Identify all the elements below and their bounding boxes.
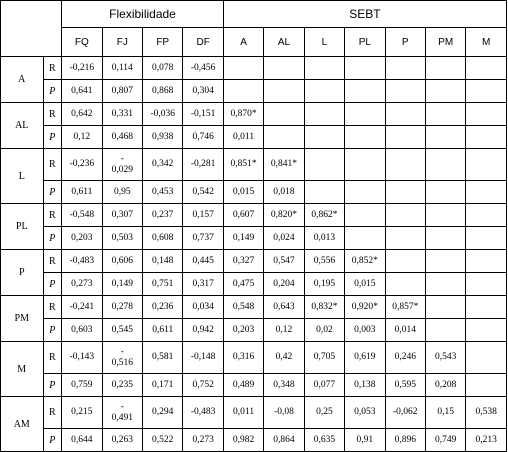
table-cell: 0,003: [345, 319, 385, 342]
table-cell: 0,547: [264, 250, 304, 273]
table-cell: [425, 57, 465, 80]
table-cell: 0,581: [143, 342, 183, 374]
stat-label-p: P: [43, 319, 62, 342]
table-cell: [425, 181, 465, 204]
table-cell: -0,151: [183, 103, 223, 126]
table-cell: [304, 57, 344, 80]
table-cell: [466, 227, 507, 250]
table-cell: 0,896: [385, 429, 425, 452]
table-cell: [304, 126, 344, 149]
table-cell: 0,644: [62, 429, 102, 452]
table-cell: 0,607: [223, 204, 263, 227]
table-cell: 0,749: [425, 429, 465, 452]
table-cell: 0,078: [143, 57, 183, 80]
table-cell: 0,841*: [264, 149, 304, 181]
table-row: [1, 80, 507, 103]
table-cell: 0,445: [183, 250, 223, 273]
table-cell: [425, 273, 465, 296]
table-cell: 0,851*: [223, 149, 263, 181]
table-cell: 0,538: [466, 397, 507, 429]
table-cell: [466, 149, 507, 181]
row-header-pl: PL: [1, 204, 44, 250]
table-row: [1, 273, 507, 296]
table-cell: 0,737: [183, 227, 223, 250]
stat-label-p: P: [43, 374, 62, 397]
table-row: [1, 397, 507, 429]
table-cell: 0,862*: [304, 204, 344, 227]
table-row: [1, 181, 507, 204]
table-cell: - 0,491: [102, 397, 142, 429]
table-cell: -0,08: [264, 397, 304, 429]
table-cell: 0,42: [264, 342, 304, 374]
table-cell: [466, 374, 507, 397]
table-cell: 0,852*: [345, 250, 385, 273]
table-cell: 0,203: [223, 319, 263, 342]
table-cell: [466, 273, 507, 296]
table-cell: [385, 181, 425, 204]
table-cell: [466, 80, 507, 103]
table-cell: [385, 204, 425, 227]
table-cell: 0,820*: [264, 204, 304, 227]
row-header-a: A: [1, 57, 44, 103]
table-cell: 0,203: [62, 227, 102, 250]
table-cell: [466, 319, 507, 342]
table-cell: 0,938: [143, 126, 183, 149]
table-cell: -0,036: [143, 103, 183, 126]
stat-label-p: P: [43, 429, 62, 452]
table-cell: [385, 227, 425, 250]
table-cell: 0,857*: [385, 296, 425, 319]
table-row: [1, 103, 507, 126]
table-cell: 0,236: [143, 296, 183, 319]
table-cell: [345, 149, 385, 181]
table-cell: 0,307: [102, 204, 142, 227]
table-cell: [345, 80, 385, 103]
group-header-sebt: SEBT: [223, 1, 506, 28]
table-cell: 0,595: [385, 374, 425, 397]
table-cell: 0,077: [304, 374, 344, 397]
table-cell: -0,062: [385, 397, 425, 429]
stat-label-p: P: [43, 80, 62, 103]
table-row: [1, 149, 507, 181]
table-cell: 0,641: [62, 80, 102, 103]
table-cell: 0,015: [345, 273, 385, 296]
table-cell: 0,348: [264, 374, 304, 397]
table-cell: 0,603: [62, 319, 102, 342]
table-cell: 0,014: [385, 319, 425, 342]
group-header-flexibilidade: Flexibilidade: [62, 1, 224, 28]
table-cell: [304, 149, 344, 181]
column-header-fp: FP: [143, 28, 183, 57]
corner-cell: [1, 1, 62, 57]
column-header-fq: FQ: [62, 28, 102, 57]
table-cell: -0,216: [62, 57, 102, 80]
table-cell: 0,02: [304, 319, 344, 342]
table-cell: 0,304: [183, 80, 223, 103]
table-row: [1, 250, 507, 273]
table-cell: [466, 204, 507, 227]
table-cell: [466, 181, 507, 204]
row-header-l: L: [1, 149, 44, 204]
column-header-p: P: [385, 28, 425, 57]
table-cell: [385, 80, 425, 103]
table-cell: [385, 126, 425, 149]
table-cell: [345, 126, 385, 149]
table-cell: 0,12: [264, 319, 304, 342]
row-header-am: AM: [1, 397, 44, 452]
table-cell: 0,011: [223, 397, 263, 429]
table-cell: 0,013: [304, 227, 344, 250]
stat-label-r: R: [43, 57, 62, 80]
column-header-m: M: [466, 28, 507, 57]
table-cell: 0,331: [102, 103, 142, 126]
table-cell: -0,241: [62, 296, 102, 319]
table-cell: 0,237: [143, 204, 183, 227]
table-cell: [264, 126, 304, 149]
table-cell: 0,545: [102, 319, 142, 342]
stat-label-p: P: [43, 273, 62, 296]
table-row: [1, 319, 507, 342]
table-cell: 0,759: [62, 374, 102, 397]
column-header-fj: FJ: [102, 28, 142, 57]
table-cell: [223, 80, 263, 103]
column-header-row: [1, 28, 507, 57]
stat-label-p: P: [43, 126, 62, 149]
table-cell: 0,453: [143, 181, 183, 204]
column-header-al: AL: [264, 28, 304, 57]
table-cell: -0,236: [62, 149, 102, 181]
table-cell: 0,611: [143, 319, 183, 342]
table-cell: 0,053: [345, 397, 385, 429]
table-cell: 0,91: [345, 429, 385, 452]
table-cell: 0,751: [143, 273, 183, 296]
table-cell: -0,456: [183, 57, 223, 80]
table-cell: [466, 57, 507, 80]
table-cell: - 0,029: [102, 149, 142, 181]
table-cell: 0,018: [264, 181, 304, 204]
table-cell: 0,920*: [345, 296, 385, 319]
table-cell: 0,148: [143, 250, 183, 273]
row-header-al: AL: [1, 103, 44, 149]
table-cell: 0,635: [304, 429, 344, 452]
group-header-row: [1, 1, 507, 28]
stat-label-r: R: [43, 296, 62, 319]
table-cell: -0,483: [62, 250, 102, 273]
table-cell: 0,606: [102, 250, 142, 273]
table-cell: -0,281: [183, 149, 223, 181]
table-cell: 0,327: [223, 250, 263, 273]
table-cell: 0,942: [183, 319, 223, 342]
table-cell: 0,95: [102, 181, 142, 204]
table-cell: -0,548: [62, 204, 102, 227]
table-cell: 0,25: [304, 397, 344, 429]
table-cell: 0,503: [102, 227, 142, 250]
table-cell: 0,12: [62, 126, 102, 149]
table-cell: 0,705: [304, 342, 344, 374]
table-cell: 0,542: [183, 181, 223, 204]
table-cell: 0,643: [264, 296, 304, 319]
table-cell: 0,489: [223, 374, 263, 397]
table-cell: [345, 227, 385, 250]
table-cell: [385, 250, 425, 273]
stat-label-r: R: [43, 204, 62, 227]
column-header-pl: PL: [345, 28, 385, 57]
table-cell: 0,619: [345, 342, 385, 374]
table-row: [1, 126, 507, 149]
table-cell: [385, 103, 425, 126]
table-body: [1, 57, 507, 452]
table-cell: [345, 103, 385, 126]
table-cell: 0,608: [143, 227, 183, 250]
table-cell: [425, 250, 465, 273]
table-cell: [466, 126, 507, 149]
table-cell: [466, 342, 507, 374]
table-row: [1, 374, 507, 397]
table-cell: 0,215: [62, 397, 102, 429]
table-cell: 0,273: [183, 429, 223, 452]
table-cell: 0,342: [143, 149, 183, 181]
table-cell: [385, 273, 425, 296]
table-cell: [425, 126, 465, 149]
table-cell: 0,246: [385, 342, 425, 374]
table-cell: 0,611: [62, 181, 102, 204]
stat-label-r: R: [43, 397, 62, 429]
table-cell: [385, 57, 425, 80]
table-cell: [425, 296, 465, 319]
table-cell: 0,208: [425, 374, 465, 397]
stat-label-r: R: [43, 149, 62, 181]
table-cell: 0,278: [102, 296, 142, 319]
table-cell: 0,149: [223, 227, 263, 250]
table-row: [1, 57, 507, 80]
table-cell: 0,195: [304, 273, 344, 296]
table-cell: 0,746: [183, 126, 223, 149]
table-cell: 0,204: [264, 273, 304, 296]
stat-label-p: P: [43, 227, 62, 250]
table-cell: [264, 80, 304, 103]
table-cell: [264, 103, 304, 126]
table-cell: 0,468: [102, 126, 142, 149]
table-cell: [385, 149, 425, 181]
table-cell: 0,138: [345, 374, 385, 397]
table-cell: 0,149: [102, 273, 142, 296]
table-cell: [345, 181, 385, 204]
table-cell: 0,294: [143, 397, 183, 429]
table-cell: -0,148: [183, 342, 223, 374]
table-cell: 0,235: [102, 374, 142, 397]
stat-label-r: R: [43, 250, 62, 273]
table-cell: 0,024: [264, 227, 304, 250]
table-cell: 0,475: [223, 273, 263, 296]
table-cell: [425, 103, 465, 126]
stat-label-r: R: [43, 342, 62, 374]
row-header-pm: PM: [1, 296, 44, 342]
table-cell: -0,483: [183, 397, 223, 429]
table-row: [1, 342, 507, 374]
table-cell: 0,263: [102, 429, 142, 452]
table-cell: [425, 204, 465, 227]
table-cell: 0,548: [223, 296, 263, 319]
table-cell: 0,864: [264, 429, 304, 452]
stat-label-p: P: [43, 181, 62, 204]
table-cell: [425, 319, 465, 342]
table-row: [1, 227, 507, 250]
table-cell: 0,522: [143, 429, 183, 452]
table-cell: [223, 57, 263, 80]
table-cell: 0,015: [223, 181, 263, 204]
table-cell: 0,642: [62, 103, 102, 126]
table-cell: [304, 80, 344, 103]
stat-label-r: R: [43, 103, 62, 126]
table-cell: [466, 103, 507, 126]
column-header-a: A: [223, 28, 263, 57]
table-cell: 0,034: [183, 296, 223, 319]
table-cell: 0,556: [304, 250, 344, 273]
table-cell: 0,832*: [304, 296, 344, 319]
table-cell: 0,317: [183, 273, 223, 296]
column-header-df: DF: [183, 28, 223, 57]
table-cell: [425, 227, 465, 250]
column-header-pm: PM: [425, 28, 465, 57]
table-row: [1, 204, 507, 227]
table-cell: [264, 57, 304, 80]
table-cell: 0,213: [466, 429, 507, 452]
row-header-p: P: [1, 250, 44, 296]
table-cell: 0,870*: [223, 103, 263, 126]
table-cell: 0,807: [102, 80, 142, 103]
table-cell: 0,752: [183, 374, 223, 397]
table-cell: 0,011: [223, 126, 263, 149]
table-cell: 0,982: [223, 429, 263, 452]
table-row: [1, 429, 507, 452]
table-cell: 0,543: [425, 342, 465, 374]
table-row: [1, 296, 507, 319]
table-cell: 0,316: [223, 342, 263, 374]
table-cell: [425, 149, 465, 181]
table-cell: -0,143: [62, 342, 102, 374]
column-header-l: L: [304, 28, 344, 57]
table-cell: 0,868: [143, 80, 183, 103]
table-cell: [425, 80, 465, 103]
table-cell: 0,114: [102, 57, 142, 80]
table-cell: 0,15: [425, 397, 465, 429]
table-cell: [466, 296, 507, 319]
table-cell: [304, 103, 344, 126]
table-cell: [345, 204, 385, 227]
table-cell: 0,171: [143, 374, 183, 397]
table-cell: 0,273: [62, 273, 102, 296]
row-header-m: M: [1, 342, 44, 397]
table-cell: 0,157: [183, 204, 223, 227]
table-cell: - 0,516: [102, 342, 142, 374]
table-cell: [345, 57, 385, 80]
table-cell: [304, 181, 344, 204]
table-cell: [466, 250, 507, 273]
